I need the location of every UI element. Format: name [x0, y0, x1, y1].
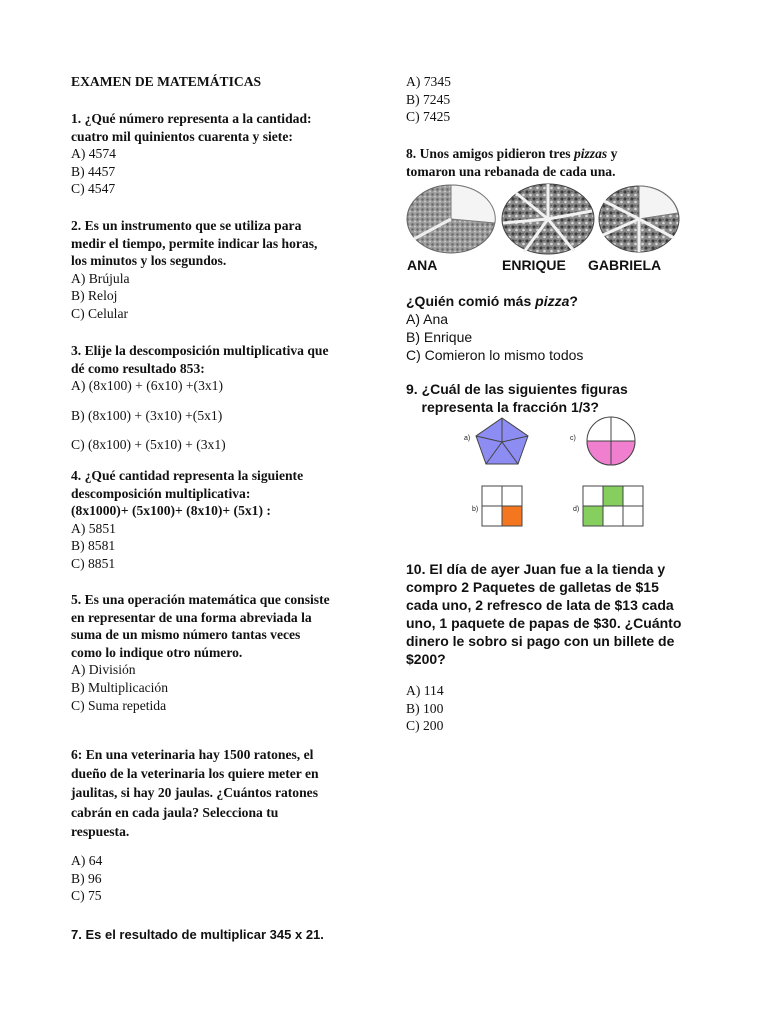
- option-c[interactable]: C) 4547: [71, 181, 116, 197]
- figure-label-d: d): [573, 506, 580, 513]
- question-9: [406, 380, 628, 416]
- question-3-line: dé como resultado 853:: [71, 360, 205, 376]
- option-c[interactable]: C) Celular: [71, 305, 129, 321]
- question-10: [406, 560, 681, 668]
- option-b[interactable]: B) (8x100) + (3x10) +(5x1): [71, 407, 223, 423]
- question-8-text-end: y: [607, 146, 618, 161]
- question-3: [71, 342, 329, 454]
- question-5-line: 5. Es una operación matemática que consiste: [71, 592, 330, 607]
- pizza-ana-image: [407, 185, 495, 253]
- fractions-figure: [456, 414, 646, 534]
- question-9-line: 9. ¿Cuál de las siguientes figuras: [406, 381, 628, 397]
- question-2-line: 2. Es un instrumento que se utiliza para: [71, 218, 302, 233]
- question-6-line: respuesta.: [71, 823, 130, 839]
- question-8-line: tomaron una rebanada de cada una.: [406, 163, 616, 179]
- question-10-line: uno, 1 paquete de papas de $30. ¿Cuánto: [406, 615, 682, 631]
- option-a[interactable]: A) Ana: [406, 311, 449, 327]
- question-8-ask: [406, 292, 583, 364]
- question-1-line: cuatro mil quinientos cuarenta y siete:: [71, 128, 293, 144]
- question-8-text: 8. Unos amigos pidieron tres: [406, 146, 574, 161]
- question-4: [71, 467, 303, 573]
- question-4-line: (8x1000)+ (5x100)+ (8x10)+ (5x1) :: [71, 503, 271, 519]
- question-10-line: compro 2 Paquetes de galletas de $15: [406, 579, 659, 595]
- question-8-ask-end: ?: [569, 293, 578, 309]
- question-6-line: jaulitas, si hay 20 jaulas. ¿Cuántos ratones: [71, 785, 318, 801]
- figure-label-b: b): [472, 506, 479, 513]
- pentagon-figure[interactable]: [476, 418, 528, 464]
- question-10-line: 10. El día de ayer Juan fue a la tienda y: [406, 561, 666, 577]
- question-7: 7. Es el resultado de multiplicar 345 x 21.: [71, 927, 324, 942]
- pizza-name-ana: ANA: [407, 257, 438, 273]
- question-3-line: 3. Elije la descomposición multiplicativa que: [71, 343, 329, 358]
- question-5: [71, 591, 330, 714]
- question-6-line: dueño de la veterinaria los quiere meter en: [71, 766, 319, 782]
- option-b[interactable]: B) 4457: [71, 163, 116, 179]
- question-5-line: como lo indique otro número.: [71, 644, 243, 660]
- question-8-ask-text: ¿Quién comió más: [406, 293, 536, 309]
- question-2-line: medir el tiempo, permite indicar las horas,: [71, 235, 318, 251]
- figure-label-c: c): [570, 435, 576, 442]
- question-6: [71, 745, 319, 841]
- option-b[interactable]: B) 7245: [406, 91, 451, 107]
- question-9-line: representa la fracción 1/3?: [406, 399, 599, 415]
- question-1: [71, 110, 312, 198]
- figure-label-a: a): [464, 435, 471, 442]
- option-b[interactable]: B) 8581: [71, 538, 116, 554]
- pizza-name-enrique: ENRIQUE: [502, 257, 566, 273]
- question-10-line: cada uno, 2 refresco de lata de $13 cada: [406, 597, 674, 613]
- option-c[interactable]: C) 7425: [406, 109, 451, 125]
- option-c[interactable]: C) Suma repetida: [71, 697, 167, 713]
- option-a[interactable]: A) División: [71, 662, 136, 678]
- option-c[interactable]: C) 8851: [71, 555, 116, 571]
- option-c[interactable]: C) 200: [406, 718, 444, 734]
- question-10-line: dinero le sobro si pago con un billete de: [406, 633, 675, 649]
- pizzas-figure: [406, 183, 686, 257]
- option-c[interactable]: C) (8x100) + (5x10) + (3x1): [71, 437, 226, 453]
- grid-b-figure[interactable]: [482, 486, 522, 526]
- option-a[interactable]: A) Brújula: [71, 270, 130, 286]
- question-5-line: en representar de una forma abreviada la: [71, 609, 312, 625]
- option-a[interactable]: A) 5851: [71, 520, 116, 536]
- option-c[interactable]: C) 75: [71, 888, 102, 904]
- pizza-enrique-image: [502, 184, 594, 254]
- option-b[interactable]: B) Multiplicación: [71, 679, 169, 695]
- option-b[interactable]: B) 96: [71, 870, 102, 886]
- pizza-word: pizza: [535, 293, 570, 309]
- option-a[interactable]: A) 4574: [71, 146, 116, 162]
- option-b[interactable]: B) Enrique: [406, 329, 473, 345]
- question-8: [406, 145, 617, 180]
- question-2: [71, 217, 317, 323]
- pizza-name-gabriela: GABRIELA: [588, 257, 662, 273]
- question-6-line: cabrán en cada jaula? Selecciona tu: [71, 804, 279, 820]
- question-4-line: descomposición multiplicativa:: [71, 485, 251, 501]
- grid-d-figure[interactable]: [583, 486, 643, 526]
- question-7-options: [406, 73, 451, 126]
- question-8-ask-line: [406, 292, 583, 310]
- circle-figure[interactable]: [587, 417, 635, 465]
- option-a[interactable]: A) (8x100) + (6x10) +(3x1): [71, 378, 223, 394]
- question-8-line: [406, 145, 617, 163]
- question-10-line: $200?: [406, 651, 446, 667]
- option-a[interactable]: A) 64: [71, 853, 103, 868]
- question-5-line: suma de un mismo número tantas veces: [71, 627, 301, 643]
- pizza-gabriela-image: [599, 186, 679, 252]
- option-b[interactable]: B) 100: [406, 700, 444, 716]
- question-6-line: 6: En una veterinaria hay 1500 ratones, el: [71, 747, 314, 762]
- question-1-line: 1. ¿Qué número representa a la cantidad:: [71, 111, 312, 126]
- option-b[interactable]: B) Reloj: [71, 288, 118, 304]
- pizzas-word: pizzas: [573, 146, 608, 161]
- option-c[interactable]: C) Comieron lo mismo todos: [406, 347, 584, 363]
- question-2-line: los minutos y los segundos.: [71, 253, 227, 269]
- option-a[interactable]: A) 7345: [406, 74, 451, 89]
- option-a[interactable]: A) 114: [406, 683, 444, 698]
- question-10-options: [406, 682, 444, 735]
- exam-title: EXAMEN DE MATEMÁTICAS: [71, 74, 262, 89]
- question-4-line: 4. ¿Qué cantidad representa la siguiente: [71, 468, 304, 483]
- question-6-options: [71, 852, 102, 905]
